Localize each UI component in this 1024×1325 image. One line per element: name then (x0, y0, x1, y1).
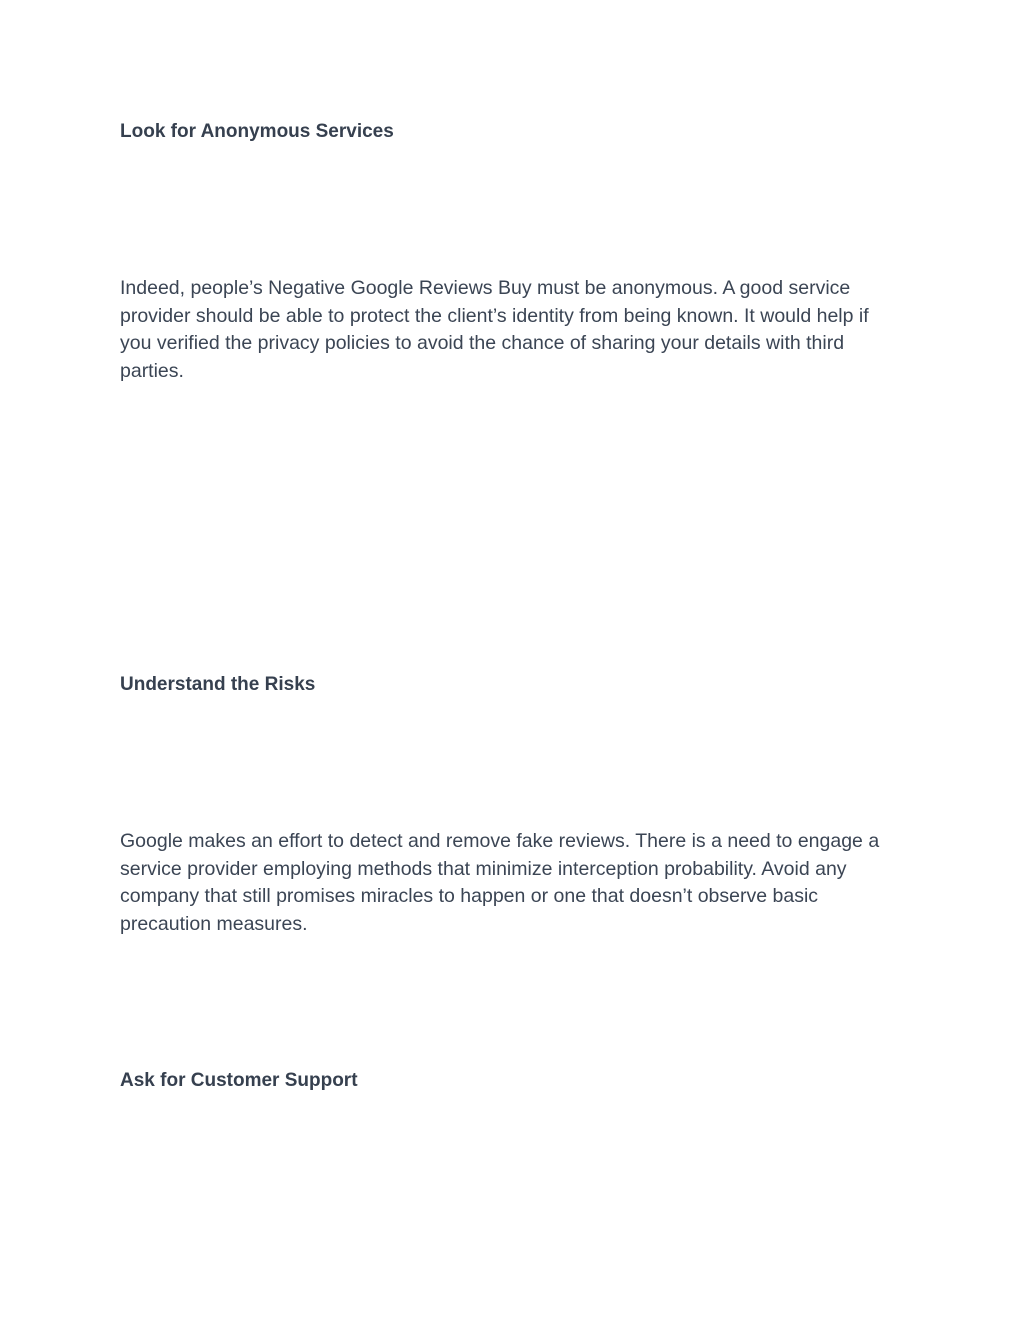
section-paragraph-understand-risks (120, 828, 910, 939)
paragraph-line: provider should be able to protect the client’s identity from being known. It would help if (120, 304, 869, 327)
section-heading-understand-risks: Understand the Risks (120, 674, 316, 695)
section-paragraph-anonymous-services (120, 275, 910, 386)
paragraph-line: Google makes an effort to detect and remove fake reviews. There is a need to engage a (120, 830, 880, 852)
paragraph-line: parties. (120, 360, 184, 383)
section-heading-customer-support: Ask for Customer Support (120, 1070, 358, 1091)
paragraph-line: Indeed, people’s Negative Google Reviews Buy must be anonymous. A good service (120, 277, 851, 299)
paragraph-line: service provider employing methods that minimize interception probability. Avoid any (120, 857, 847, 880)
section-heading-anonymous-services: Look for Anonymous Services (120, 121, 394, 142)
paragraph-line: precaution measures. (120, 913, 308, 936)
paragraph-line: company that still promises miracles to happen or one that doesn’t observe basic (120, 885, 819, 908)
paragraph-line: you verified the privacy policies to avoid the chance of sharing your details with third (120, 332, 845, 355)
